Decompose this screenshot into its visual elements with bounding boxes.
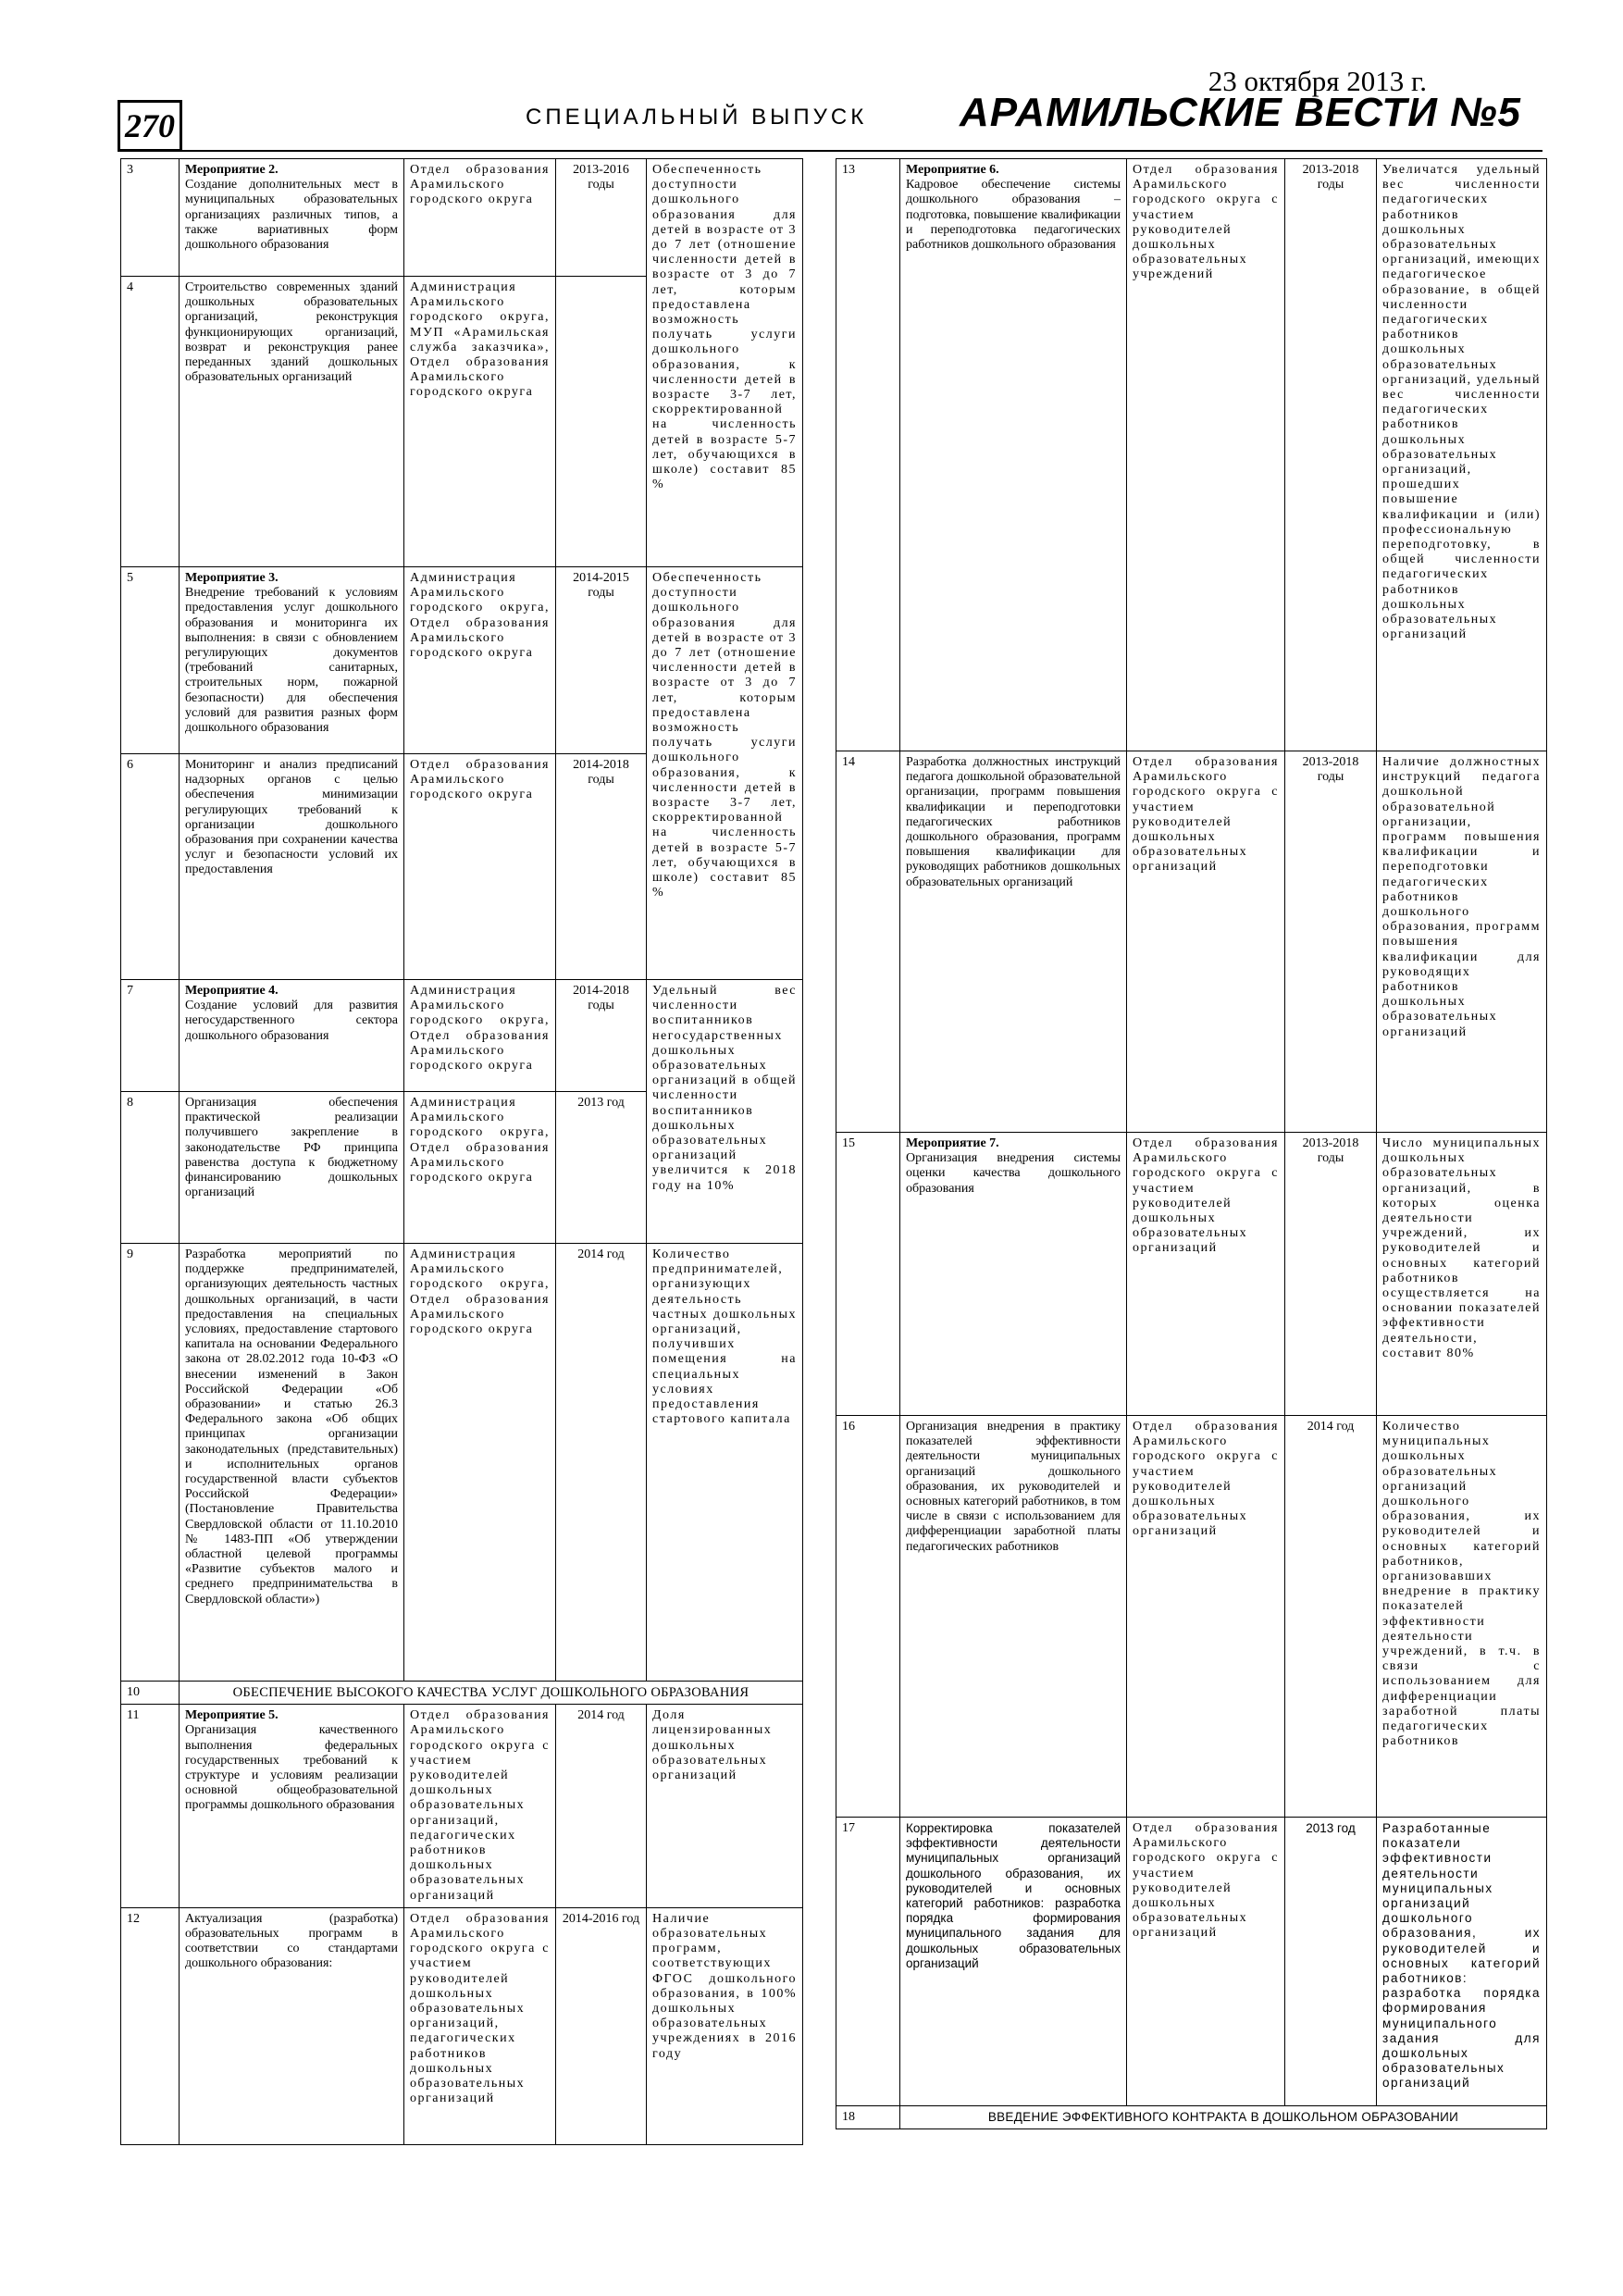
section-row [121,1682,803,1705]
result-cell: Доля лицензированных дошкольных образовательных организаций [647,1705,803,1908]
measure-cell [900,1133,1127,1416]
row-number: 5 [121,567,180,754]
measure-title: Мероприятие 3. [185,571,279,585]
years-cell: 2013-2018 годы [1285,159,1377,751]
row-number: 6 [121,754,180,980]
executor-cell: Отдел образования Арамильского городского округа с участием руководителей дошкольных образовательных организаций, педагогических работников дошкольных образовательных организаций [404,1907,556,2144]
years-cell: 2014-2018 годы [556,754,647,980]
measure-cell [180,980,404,1092]
measure-text: Разработка мероприятий по поддержке предпринимателей, организующих деятельность частных дошкольных организаций, в части предоставления на специальных условиях, предоставление стартового капитала на основании Федерального закона от 28.02.2012 года 10-ФЗ «О внесении изменений в Закон Российской Федерации «Об образовании» и статью 26.3 Федерального закона «Об общих принципах организации законодательных (представительных) и исполнительных органов государственной власти субъектов Российской Федерации» (Постановление Правительства Свердловской области от 11.10.2010 № 1483-ПП «Об утверждении областной целевой программы «Развитие субъектов малого и среднего предпринимательства в Свердловской области») [180,1244,404,1682]
result-cell: Разработанные показатели эффективности деятельности муниципальных организаций дошкольного образования, их руководителей и основных категорий работников: разработка порядка формирования муниципального задания для дошкольных образовательных организаций [1377,1818,1547,2106]
row-number: 4 [121,277,180,567]
measure-cell [180,159,404,277]
executor-cell: Отдел образования Арамильского городского округа с участием руководителей дошкольных образовательных организаций [1127,751,1285,1133]
executor-cell: Отдел образования Арамильского городского округа с участием руководителей дошкольных образовательных учреждений [1127,159,1285,751]
newspaper-name: АРАМИЛЬСКИЕ ВЕСТИ [959,90,1438,135]
result-cell: Обеспеченность доступности дошкольного образования для детей в возрасте от 3 до 7 лет (отношение численности детей в возрасте от 3 до 7 лет, которым предоставлена возможность получать услуги дошкольного образования, к численности детей в возрасте 3-7 лет, скорректированной на численность детей в возрасте 5-7 лет, обучающихся в школе) составит 85 % [647,567,803,980]
table-row [121,567,803,754]
executor-cell: Отдел образования Арамильского городского округа с участием руководителей дошкольных образовательных организаций, педагогических работников дошкольных образовательных организаций [404,1705,556,1908]
executor-cell: Отдел образования Арамильского городского округа с участием руководителей дошкольных образовательных организаций [1127,1416,1285,1818]
result-cell: Обеспеченность доступности дошкольного образования для детей в возрасте от 3 до 7 лет (отношение численности детей в возрасте от 3 до 7 лет, которым предоставлена возможность получать услуги дошкольного образования, к численности детей в возрасте 3-7 лет, скорректированной на численность детей в возрасте 5-7 лет, обучающихся в школе) составит 85 % [647,159,803,567]
executor-cell: Отдел образования Арамильского городского округа с участием руководителей дошкольных образовательных организаций [1127,1133,1285,1416]
table-row [121,1705,803,1908]
years-cell: 2014-2018 годы [556,980,647,1092]
result-cell: Наличие образовательных программ, соответствующих ФГОС дошкольного образования, в 100% дошкольных образовательных учреждениях в 2016 году [647,1907,803,2144]
row-number: 10 [121,1682,180,1705]
row-number: 16 [836,1416,900,1818]
table-row [121,159,803,277]
left-table [120,158,803,2145]
measure-title: Мероприятие 2. [185,163,279,177]
table-row [836,1818,1547,2106]
row-number: 9 [121,1244,180,1682]
header-date: 23 октября 2013 г. [1208,65,1427,97]
row-number: 13 [836,159,900,751]
measure-text: Строительство современных зданий дошкольных образовательных организаций, реконструкция функционирующих организаций, возврат и реконструкция ранее переданных зданий дошкольных образовательных организаций [180,277,404,567]
measure-text: Разработка должностных инструкций педагога дошкольной образовательной организации, программ повышения квалификации и переподготовки педагогических работников дошкольного образования, программ повышения квалификации для руководящих работников дошкольных образовательных организаций [900,751,1127,1133]
page-number: 270 [118,100,182,152]
measure-text: Корректировка показателей эффективности деятельности муниципальных организаций дошкольного образования, их руководителей и основных категорий работников: разработка порядка формирования муниципального задания для дошкольных образовательных организаций [900,1818,1127,2106]
executor-cell: Администрация Арамильского городского округа, МУП «Арамильская служба заказчика», Отдел образования Арамильского городского округа [404,277,556,567]
executor-cell: Администрация Арамильского городского округа, Отдел образования Арамильского городского округа [404,980,556,1092]
result-cell: Увеличатся удельный вес численности педагогических работников дошкольных образовательных организаций, имеющих педагогическое образование, в общей численности педагогических работников дошкольных образовательных организаций, удельный вес численности педагогических работников дошкольных образовательных организаций, прошедших повышение квалификации и (или) профессиональную переподготовку, в общей численности педагогических работников дошкольных образовательных организаций [1377,159,1547,751]
years-cell: 2013-2018 годы [1285,751,1377,1133]
executor-cell: Отдел образования Арамильского городского округа [404,754,556,980]
executor-cell: Отдел образования Арамильского городского округа с участием руководителей дошкольных образовательных организаций [1127,1818,1285,2106]
measure-title: Мероприятие 6. [906,163,999,177]
section-row [836,2106,1547,2129]
measure-text: Организация качественного выполнения федеральных государственных требований к структуре и условиям реализации основной общеобразовательной программы дошкольного образования [185,1723,398,1813]
measure-text: Внедрение требований к условиям предоставления услуг дошкольного образования и мониторинга их выполнения: в связи с обновлением регулирующих документов (требований санитарных, строительных норм, пожарной безопасности) для обеспечения условий для развития разных форм дошкольного образования [185,586,398,736]
measure-text: Мониторинг и анализ предписаний надзорных органов с целью обеспечения минимизации регулирующих требований к организации дошкольного образования при сохранении качества услуг и безопасности условий их предоставления [180,754,404,980]
measure-text: Организация внедрения системы оценки качества дошкольного образования [906,1151,1121,1196]
executor-cell: Администрация Арамильского городского округа, Отдел образования Арамильского городского округа [404,1092,556,1244]
section-heading: ОБЕСПЕЧЕНИЕ ВЫСОКОГО КАЧЕСТВА УСЛУГ ДОШКОЛЬНОГО ОБРАЗОВАНИЯ [180,1682,803,1705]
table-row [836,1416,1547,1818]
table-row [121,980,803,1092]
row-number: 18 [836,2106,900,2129]
result-cell: Число муниципальных дошкольных образовательных организаций, в которых оценка деятельности учреждений, их руководителей и основных категорий работников осуществляется на основании показателей эффективности деятельности, составит 80% [1377,1133,1547,1416]
result-cell: Количество муниципальных дошкольных образовательных организаций дошкольного образования, их руководителей и основных категорий работников, организовавших внедрение в практику показателей эффективности деятельности учреждений, в т.ч. в связи с использованием для дифференциации заработной платы педагогических работников [1377,1416,1547,1818]
years-cell: 2014 год [1285,1416,1377,1818]
years-cell: 2014-2015 годы [556,567,647,754]
measure-cell [180,567,404,754]
issue-number: №5 [1450,90,1521,135]
table-row [121,1244,803,1682]
header-rule [118,150,1542,152]
years-cell: 2014-2016 год [556,1907,647,2144]
executor-cell: Отдел образования Арамильского городского округа [404,159,556,277]
row-number: 12 [121,1907,180,2144]
row-number: 3 [121,159,180,277]
years-cell [556,277,647,567]
years-cell: 2013 год [1285,1818,1377,2106]
table-row [836,159,1547,751]
years-cell: 2013-2016 годы [556,159,647,277]
right-table [836,158,1547,2129]
measure-title: Мероприятие 5. [185,1708,279,1723]
section-title: СПЕЦИАЛЬНЫЙ ВЫПУСК [526,105,868,130]
executor-cell: Администрация Арамильского городского округа, Отдел образования Арамильского городского округа [404,567,556,754]
result-cell: Наличие должностных инструкций педагога дошкольной образовательной организации, программ повышения квалификации и переподготовки педагогических работников дошкольного образования, программ повышения квалификации для руководящих работников дошкольных образовательных организаций [1377,751,1547,1133]
measure-text: Организация внедрения в практику показателей эффективности деятельности муниципальных организаций дошкольного образования, их руководителей и основных категорий работников, в том числе в связи с использованием для дифференциации заработной платы педагогических работников [900,1416,1127,1818]
measure-cell [180,1705,404,1908]
measure-text: Кадровое обеспечение системы дошкольного образования – подготовка, повышение квалификации и переподготовка педагогических работников дошкольного образования [906,178,1121,253]
years-cell: 2014 год [556,1705,647,1908]
measure-title: Мероприятие 7. [906,1136,999,1150]
executor-cell: Администрация Арамильского городского округа, Отдел образования Арамильского городского округа [404,1244,556,1682]
years-cell: 2013-2018 годы [1285,1133,1377,1416]
measure-text: Создание условий для развития негосударственного сектора дошкольного образования [185,999,398,1043]
measure-text: Актуализация (разработка) образовательных программ в соответствии со стандартами дошкольного образования: [180,1907,404,2144]
result-cell: Удельный вес численности воспитанников негосударственных дошкольных образовательных организаций в общей численности воспитанников дошкольных образовательных организаций увеличится к 2018 году на 10% [647,980,803,1244]
result-cell: Количество предпринимателей, организующих деятельность частных дошкольных организаций, получивших помещения на специальных условиях предоставления стартового капитала [647,1244,803,1682]
measure-cell [900,159,1127,751]
measure-text: Организация обеспечения практической реализации получившего закрепление в законодательстве РФ принципа равенства доступа к бюджетному финансированию дошкольных организаций [180,1092,404,1244]
row-number: 8 [121,1092,180,1244]
table-row [836,751,1547,1133]
years-cell: 2013 год [556,1092,647,1244]
row-number: 17 [836,1818,900,2106]
row-number: 15 [836,1133,900,1416]
row-number: 14 [836,751,900,1133]
row-number: 11 [121,1705,180,1908]
newspaper-logo [960,90,1521,136]
table-row [836,1133,1547,1416]
section-heading: ВВЕДЕНИЕ ЭФФЕКТИВНОГО КОНТРАКТА В ДОШКОЛЬНОМ ОБРАЗОВАНИИ [900,2106,1547,2129]
measure-title: Мероприятие 4. [185,984,279,998]
measure-text: Создание дополнительных мест в муниципальных образовательных организациях различных типов, а также вариативных форм дошкольного образования [185,178,398,253]
years-cell: 2014 год [556,1244,647,1682]
table-row [121,1907,803,2144]
row-number: 7 [121,980,180,1092]
